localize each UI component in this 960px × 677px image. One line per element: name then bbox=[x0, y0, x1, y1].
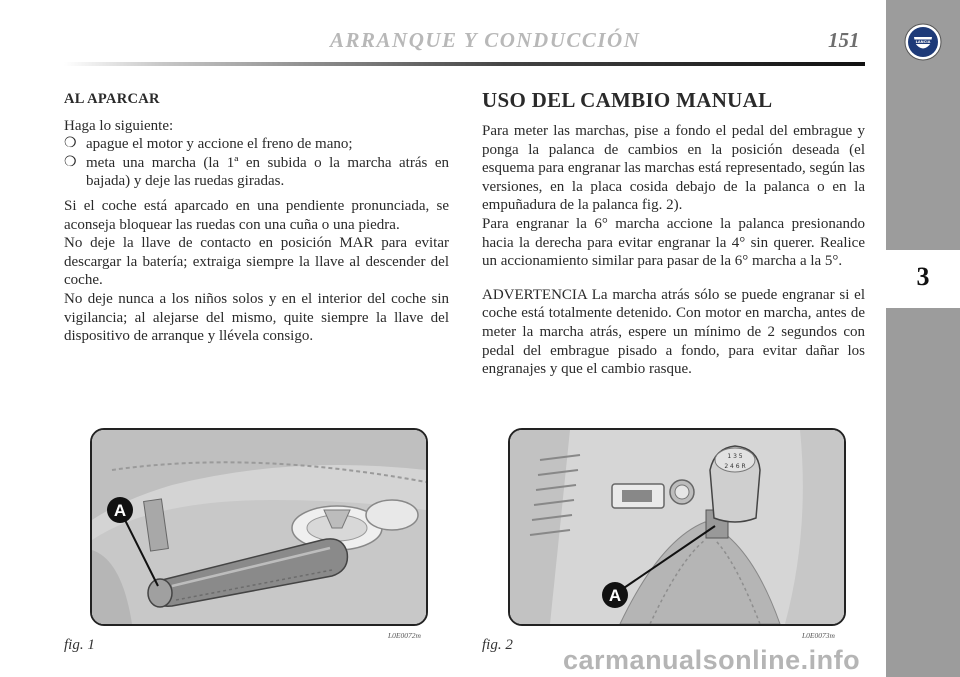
figure-handbrake bbox=[90, 428, 428, 626]
knob-pattern-top: 1 3 5 bbox=[727, 453, 743, 460]
paragraph: No deje nunca a los niños solos y en el interior del coche sin vigilancia; al alejarse del mismo, quite siempre la llave del dispositivo de arranque y llévela consigo. bbox=[64, 290, 449, 345]
handbrake-illustration bbox=[92, 430, 426, 624]
warning-paragraph: ADVERTENCIA La marcha atrás sólo se puede engranar si el coche está totalmente detenido. Con motor en marcha, antes de meter la marcha atrás, espere un mínimo de 2 segundos con pedal del embrague pisado a fondo, para evitar dañar los engranajes y que el cambio rasque. bbox=[482, 286, 865, 378]
paragraph: Para meter las marchas, pise a fondo el pedal del embrague y ponga la palanca de cambios en la posición deseada (el esquema para engranar las marchas está representado, según las versiones, en la placa cosida debajo de la palanca o en la empuñadura de la palanca fig. 2). bbox=[482, 123, 865, 214]
figure-code: L0E0072m bbox=[388, 631, 421, 640]
paragraph: Para engranar la 6° marcha accione la palanca presionando hacia la derecha para evitar engranar la 4° sin querer. Realice un accionamiento similar para pasar de la 6° marcha a la 5°. bbox=[482, 215, 865, 270]
left-column bbox=[64, 90, 449, 346]
paragraph: Si el coche está aparcado en una pendiente pronunciada, se aconseja bloquear las ruedas con una cuña o una piedra. bbox=[64, 197, 449, 233]
lancia-logo-icon bbox=[904, 23, 942, 61]
list-item bbox=[64, 154, 449, 191]
header-rule bbox=[64, 62, 865, 66]
section-title: USO DEL CAMBIO MANUAL bbox=[482, 88, 773, 112]
right-column bbox=[482, 88, 865, 379]
page-number: 151 bbox=[828, 28, 860, 52]
paragraph: No deje la llave de contacto en posición MAR para evitar descargar la batería; extraiga siempre la llave al descender del coche. bbox=[64, 235, 449, 289]
figure-gear-lever bbox=[508, 428, 846, 626]
watermark: carmanualsonline.info bbox=[563, 645, 861, 675]
running-header-title: ARRANQUE Y CONDUCCIÓN bbox=[330, 28, 641, 52]
figure-caption: fig. 2 bbox=[482, 637, 513, 653]
callout-a: A bbox=[608, 586, 622, 605]
parking-intro: Haga lo siguiente: bbox=[64, 117, 174, 134]
chapter-number: 3 bbox=[916, 262, 930, 291]
gear-lever-illustration bbox=[510, 430, 844, 624]
callout-a: A bbox=[113, 501, 127, 520]
figure-code: L0E0073m bbox=[802, 631, 835, 640]
parking-heading: AL APARCAR bbox=[64, 91, 160, 107]
list-item-text: meta una marcha (la 1ª en subida o la marcha atrás en bajada) y deje las ruedas giradas. bbox=[86, 154, 449, 190]
sidebar-bottom-block bbox=[886, 308, 960, 677]
bullet-icon: ❍ bbox=[64, 136, 77, 152]
knob-pattern-bottom: 2 4 6 R bbox=[724, 463, 746, 470]
figure-caption: fig. 1 bbox=[64, 637, 95, 653]
list-item-text: apague el motor y accione el freno de mano; bbox=[86, 136, 353, 153]
logo-text: LANCIA bbox=[915, 40, 931, 45]
list-item bbox=[64, 135, 449, 154]
bullet-icon: ❍ bbox=[64, 154, 77, 170]
